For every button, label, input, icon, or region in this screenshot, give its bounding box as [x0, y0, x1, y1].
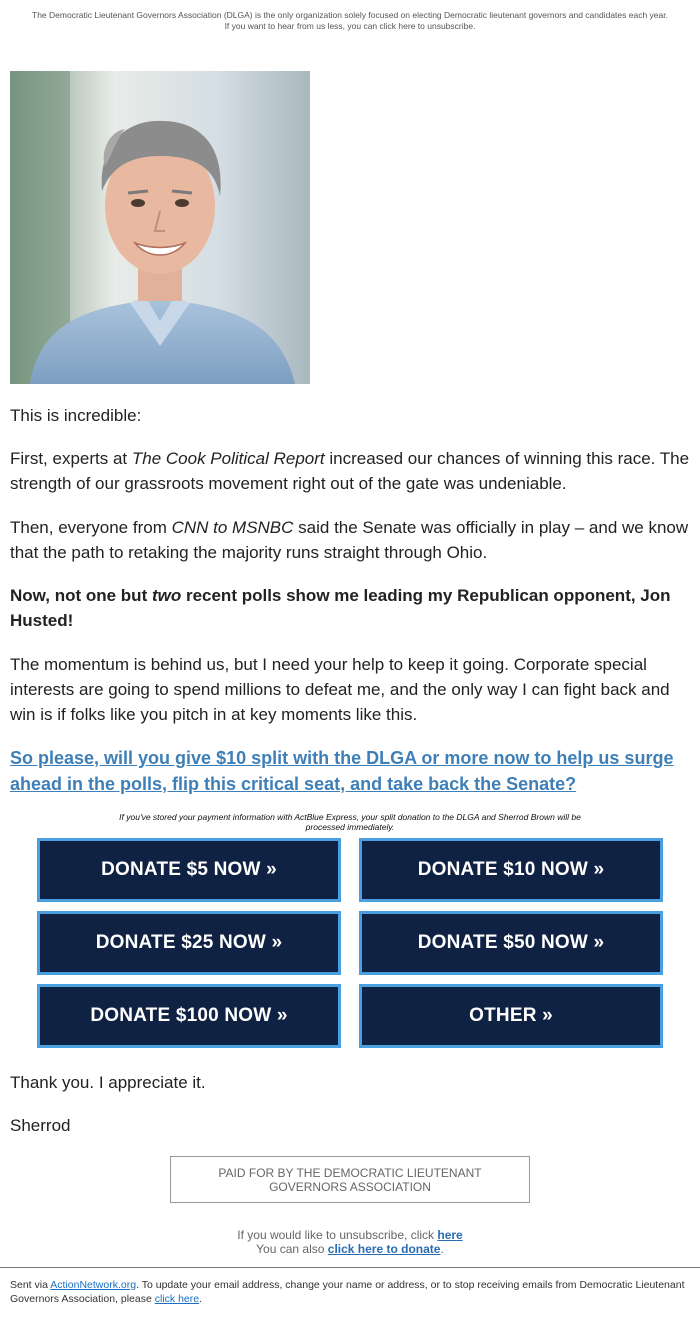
thank-you-text: Thank you. I appreciate it.	[10, 1073, 206, 1092]
preheader-text: The Democratic Lieutenant Governors Association (DLGA) is the only organization solely focused on electing Democratic lieutenant governors and candidates each year. If you want to hear from us less, you can click here to unsubscribe.	[32, 10, 668, 31]
donate-100-button[interactable]: DONATE $100 NOW »	[37, 984, 341, 1048]
paid-for-line-1: PAID FOR BY THE DEMOCRATIC LIEUTENANT	[218, 1165, 482, 1180]
cook-report-paragraph: First, experts at The Cook Political Report increased our chances of winning this race. The strength of our grassroots movement right out of the gate was undeniable.	[10, 449, 690, 493]
update-preferences-link[interactable]: click here	[154, 1293, 200, 1305]
footer-divider	[0, 1267, 700, 1268]
momentum-paragraph: The momentum is behind us, but I need your help to keep it going. Corporate special interests are going to spend millions to defeat me, and the only way I can fight back and win is if folks like you pitch in at key moments like this.	[10, 655, 670, 724]
footer-text: Sent via ActionNetwork.org. To update your email address, change your name or address, or to stop receiving emails from Democratic Lieutenant Governors Association, please click here.	[10, 1279, 685, 1305]
donate-25-button[interactable]: DONATE $25 NOW »	[37, 911, 341, 975]
paid-for-line-2: GOVERNORS ASSOCIATION	[269, 1179, 431, 1194]
media-paragraph: Then, everyone from CNN to MSNBC said the Senate was officially in play – and we know that the path to retaking the majority runs straight through Ohio.	[10, 518, 689, 562]
unsubscribe-link[interactable]: here	[437, 1228, 463, 1242]
donate-other-button[interactable]: OTHER »	[359, 984, 663, 1048]
unsubscribe-line: If you would like to unsubscribe, click here	[237, 1228, 463, 1242]
donate-10-button[interactable]: DONATE $10 NOW »	[359, 838, 663, 902]
donate-link[interactable]: click here to donate	[327, 1242, 441, 1256]
polls-paragraph: Now, not one but two recent polls show me leading my Republican opponent, Jon Husted!	[10, 586, 671, 630]
candidate-photo	[10, 71, 310, 384]
signature: Sherrod	[10, 1116, 71, 1135]
actionnetwork-link[interactable]: ActionNetwork.org	[50, 1279, 137, 1291]
donate-50-button[interactable]: DONATE $50 NOW »	[359, 911, 663, 975]
paid-for-disclaimer	[170, 1156, 530, 1203]
donate-cta-link[interactable]: So please, will you give $10 split with the DLGA or more now to help us surge ahead in the polls, flip this critical seat, and take back the Senate?	[10, 748, 674, 794]
actblue-express-note: If you've stored your payment information with ActBlue Express, your split donation to the DLGA and Sherrod Brown will be processed immediately.	[119, 812, 581, 832]
donate-5-button[interactable]: DONATE $5 NOW »	[37, 838, 341, 902]
intro-paragraph: This is incredible:	[10, 406, 142, 425]
donate-line: You can also click here to donate.	[256, 1242, 444, 1256]
